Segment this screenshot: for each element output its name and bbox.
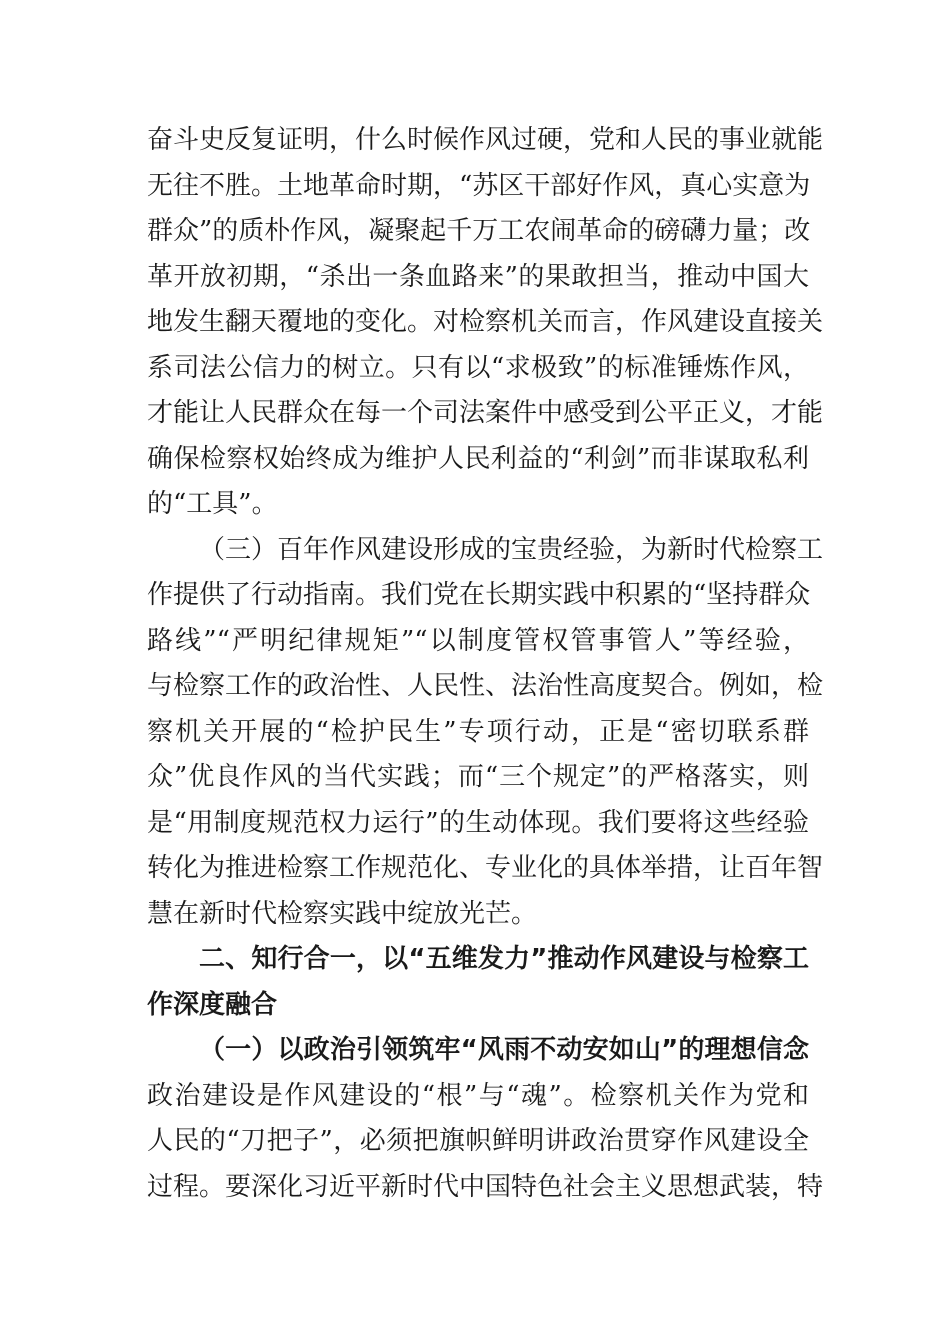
text-line: 众”优良作风的当代实践；而“三个规定”的严格落实，则 — [147, 762, 809, 792]
text-line: 是“用制度规范权力运行”的生动体现。我们要将这些经验 — [147, 807, 809, 838]
text-line: 确保检察权始终成为维护人民利益的“利剑”而非谋取私利 — [147, 443, 809, 474]
text-line: 慧在新时代检察实践中绽放光芒。 — [147, 898, 538, 929]
text-line: 无往不胜。土地革命时期，“苏区干部好作风，真心实意为 — [147, 170, 811, 201]
section-heading: 二、知行合一，以“五维发力”推动作风建设与检察工 — [199, 944, 809, 974]
text-line: 群众”的质朴作风，凝聚起千万工农闹革命的磅礴力量；改 — [147, 216, 811, 246]
text-line: 路线”“严明纪律规矩”“以制度管权管事管人”等经验， — [147, 625, 809, 656]
text-line: 察机关开展的“检护民生”专项行动，正是“密切联系群 — [147, 716, 809, 747]
text-line: 才能让人民群众在每一个司法案件中感受到公平正义，才能 — [147, 398, 824, 428]
text-line: （三）百年作风建设形成的宝贵经验，为新时代检察工 — [199, 534, 824, 565]
text-line: 过程。要深化习近平新时代中国特色社会主义思想武装，特 — [147, 1171, 824, 1202]
text-line: 与检察工作的政治性、人民性、法治性高度契合。例如，检 — [147, 671, 824, 701]
text-line: 人民的“刀把子”，必须把旗帜鲜明讲政治贯穿作风建设全 — [147, 1126, 809, 1156]
text-line: 的“工具”。 — [147, 489, 278, 519]
text-line: 地发生翻天覆地的变化。对检察机关而言，作风建设直接关 — [147, 307, 824, 337]
section-heading: 作深度融合 — [147, 989, 278, 1020]
text-line: 奋斗史反复证明，什么时候作风过硬，党和人民的事业就能 — [147, 125, 824, 155]
text-line: 系司法公信力的树立。只有以“求极致”的标准锤炼作风， — [147, 352, 809, 383]
subsection-heading: （一）以政治引领筑牢“风雨不动安如山”的理想信念 — [199, 1035, 809, 1065]
text-line: 革开放初期，“杀出一条血路来”的果敢担当，推动中国大 — [147, 261, 809, 292]
text-line: 转化为推进检察工作规范化、专业化的具体举措，让百年智 — [147, 853, 824, 883]
text-line: 政治建设是作风建设的“根”与“魂”。检察机关作为党和 — [147, 1080, 809, 1111]
text-line: 作提供了行动指南。我们党在长期实践中积累的“坚持群众 — [147, 580, 811, 610]
document-body — [147, 118, 824, 1210]
